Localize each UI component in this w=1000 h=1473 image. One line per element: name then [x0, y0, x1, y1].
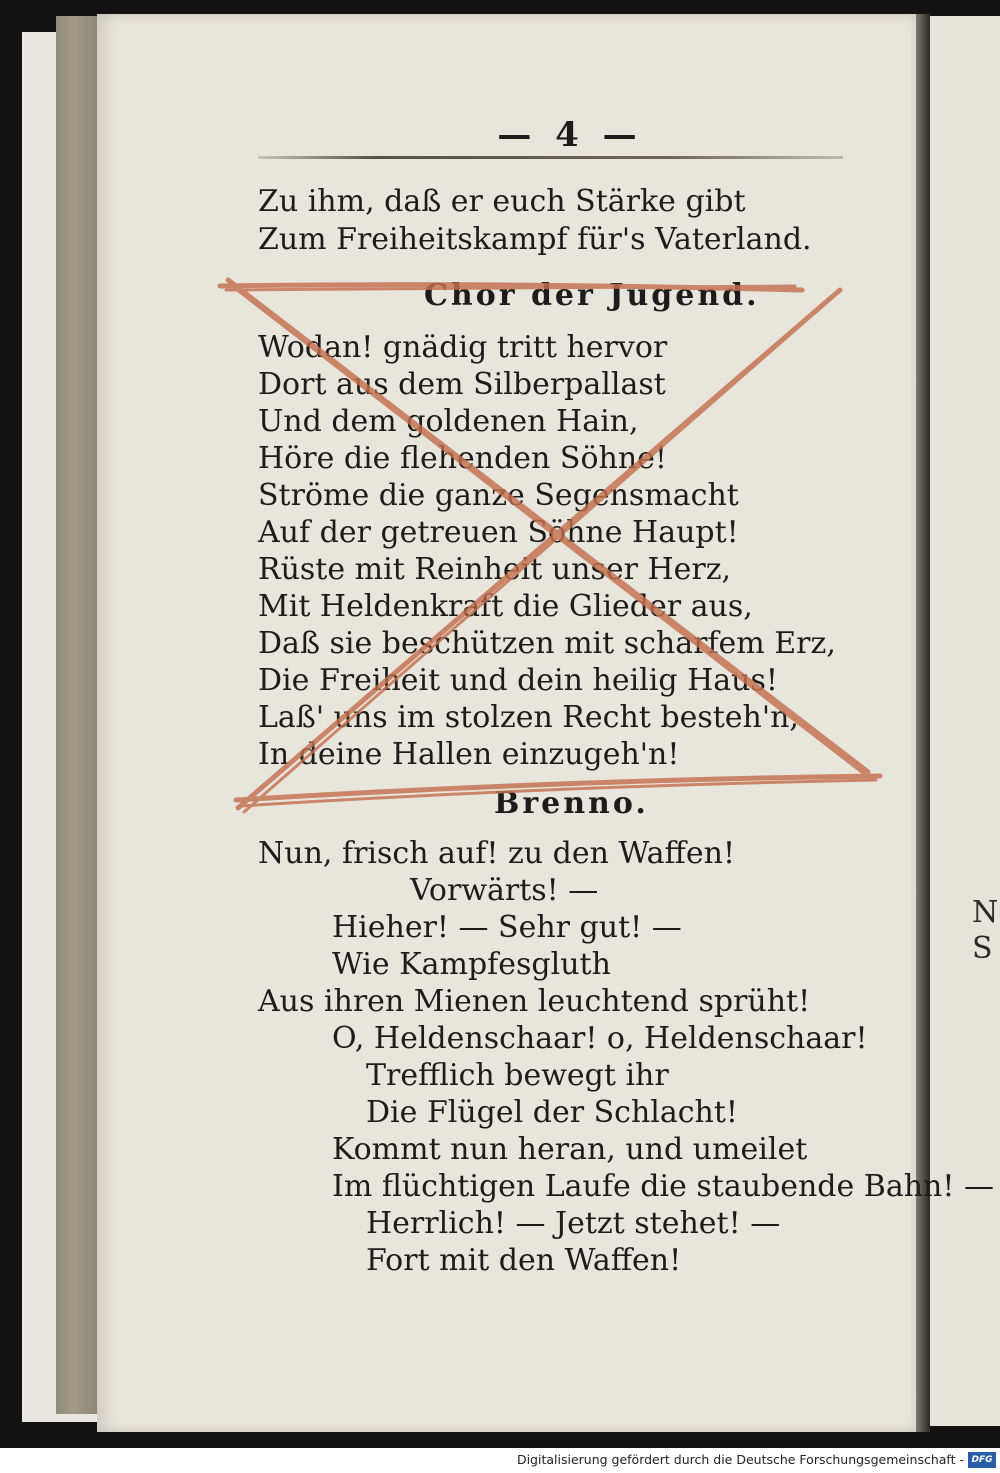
footer-bar — [0, 1448, 1000, 1473]
text-line: Im flüchtigen Laufe die staubende Bahn! — — [332, 1169, 994, 1204]
text-line: Herrlich! — Jetzt stehet! — — [366, 1206, 781, 1241]
text-line: Dort aus dem Silberpallast — [258, 367, 666, 402]
text-line: Zu ihm, daß er euch Stärke gibt — [258, 184, 746, 219]
dfg-logo-icon: DFG — [968, 1452, 996, 1468]
text-line: Ströme die ganze Segensmacht — [258, 478, 739, 513]
text-line: Die Freiheit und dein heilig Haus! — [258, 663, 778, 698]
next-page — [928, 16, 1000, 1426]
text-line: Kommt nun heran, und umeilet — [332, 1132, 808, 1167]
text-line: O, Heldenschaar! o, Heldenschaar! — [332, 1021, 868, 1056]
text-line: Mit Heldenkraft die Glieder aus, — [258, 589, 753, 624]
footer-credit: Digitalisierung gefördert durch die Deutsche Forschungsgemeinschaft - — [516, 1452, 964, 1467]
text-line: Nun, frisch auf! zu den Waffen! — [258, 836, 735, 871]
text-line: Höre die flehenden Söhne! — [258, 441, 667, 476]
text-line: Und dem goldenen Hain, — [258, 404, 639, 439]
next-page-fragment: S — [972, 931, 993, 966]
text-line: Die Flügel der Schlacht! — [366, 1095, 738, 1130]
text-line: Trefflich bewegt ihr — [366, 1058, 669, 1093]
header-rule — [258, 156, 843, 159]
text-line: Aus ihren Mienen leuchtend sprüht! — [258, 984, 811, 1019]
text-line: Rüste mit Reinheit unser Herz, — [258, 552, 732, 587]
text-line: Vorwärts! — — [410, 873, 599, 908]
text-line: Zum Freiheitskampf für's Vaterland. — [258, 222, 812, 257]
book-spine — [56, 16, 100, 1414]
text-line: Daß sie beschützen mit scharfem Erz, — [258, 626, 836, 661]
text-line: Laß' uns im stolzen Recht besteh'n, — [258, 700, 799, 735]
section-heading: Chor der Jugend. — [424, 278, 760, 313]
section-heading: Brenno. — [494, 786, 649, 821]
text-line: Hieher! — Sehr gut! — — [332, 910, 682, 945]
next-page-fragment: N — [972, 895, 999, 930]
text-line: Auf der getreuen Söhne Haupt! — [258, 515, 739, 550]
page-number: — 4 — — [497, 115, 643, 155]
text-line: Wie Kampfesgluth — [332, 947, 611, 982]
gutter-shadow — [916, 14, 930, 1432]
text-line: Fort mit den Waffen! — [366, 1243, 682, 1278]
text-line: In deine Hallen einzugeh'n! — [258, 737, 680, 772]
text-line: Wodan! gnädig tritt hervor — [258, 330, 668, 365]
